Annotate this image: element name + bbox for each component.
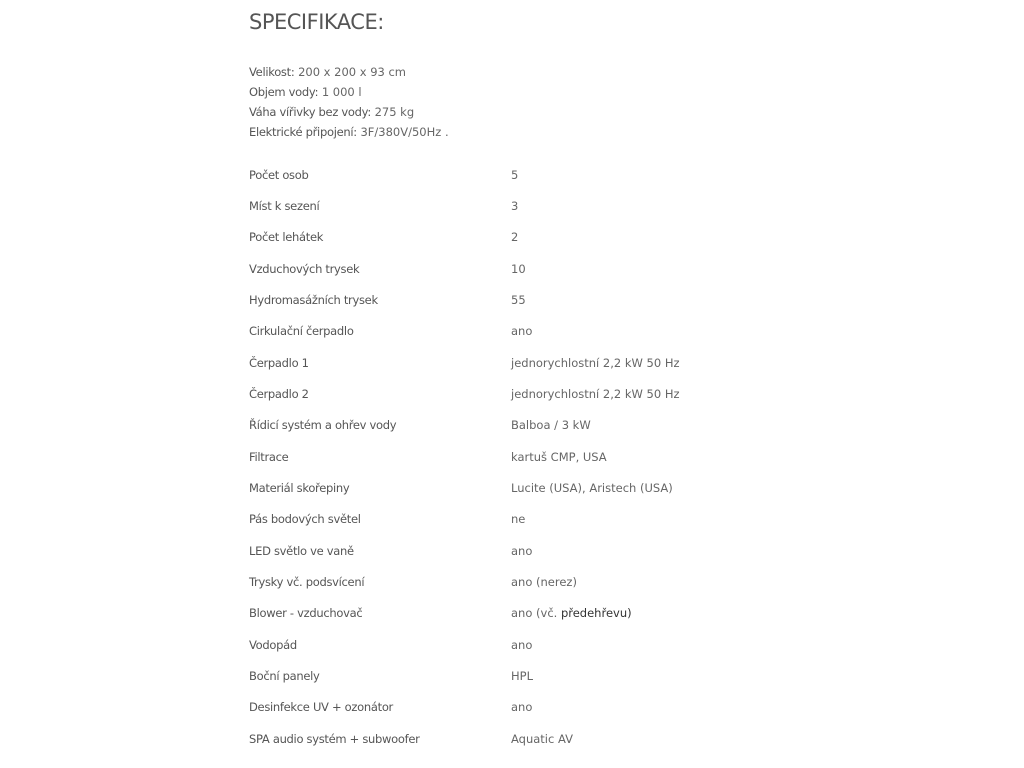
spec-row-jet-lighting [249,566,809,597]
summary-label: Elektrické připojení: [249,125,357,139]
spec-row-waterfall [249,629,809,660]
spec-label: Vodopád [249,637,297,652]
spec-row-pump-2 [249,378,809,409]
spec-row-audio-system [249,723,809,754]
spec-row-seats [249,190,809,221]
page-title: SPECIFIKACE: [249,10,384,34]
spec-value-text: ano (vč. [511,606,561,621]
spec-value: jednorychlostní 2,2 kW 50 Hz [511,355,680,370]
summary-item-size [249,62,449,82]
spec-row-control-system [249,410,809,441]
spec-row-side-panels [249,660,809,691]
spec-row-air-jets [249,253,809,284]
spec-label: Boční panely [249,668,320,683]
spec-label: Blower - vzduchovač [249,606,363,621]
spec-label: SPA audio systém + subwoofer [249,731,420,746]
spec-row-disinfection [249,692,809,723]
spec-label: Materiál skořepiny [249,480,350,495]
spec-value: 10 [511,261,526,276]
spec-value: ano [511,637,533,652]
spec-value: 5 [511,167,519,182]
spec-value: HPL [511,668,533,683]
summary-item-dry-weight [249,102,449,122]
spec-label: Čerpadlo 1 [249,355,309,370]
spec-label: Míst k sezení [249,198,320,213]
summary-label: Objem vody: [249,85,319,99]
summary-value: 3F/380V/50Hz . [360,125,449,139]
spec-label: Cirkulační čerpadlo [249,324,354,339]
summary-item-electrical [249,122,449,142]
spec-value-preheat: předehřevu) [560,606,632,621]
spec-label: Počet osob [249,167,309,182]
spec-label: Filtrace [249,449,289,464]
spec-row-pump-1 [249,347,809,378]
summary-value: 200 x 200 x 93 cm [298,65,407,79]
spec-table [249,159,809,754]
summary-label: Velikost: [249,65,295,79]
summary-item-water-volume [249,82,449,102]
spec-label: Trysky vč. podsvícení [249,574,365,589]
spec-row-loungers [249,222,809,253]
summary-label: Váha vířivky bez vody: [249,105,371,119]
spec-value: Balboa / 3 kW [511,418,591,433]
spec-label: LED světlo ve vaně [249,543,354,558]
spec-row-filtration [249,441,809,472]
spec-row-led-light [249,535,809,566]
spec-value: jednorychlostní 2,2 kW 50 Hz [511,386,680,401]
spec-value: ano [511,324,533,339]
spec-row-hydro-jets [249,284,809,315]
spec-label: Počet lehátek [249,230,324,245]
spec-row-spot-lights [249,504,809,535]
spec-row-persons [249,159,809,190]
spec-label: Desinfekce UV + ozonátor [249,700,393,715]
spec-row-blower [249,598,809,629]
spec-value: ano [511,543,533,558]
spec-value: ano (nerez) [511,574,577,589]
spec-value: Lucite (USA), Aristech (USA) [511,480,673,495]
spec-label: Pás bodových světel [249,512,361,527]
summary-value: 1 000 l [321,85,362,99]
spec-value: ne [511,512,526,527]
spec-label: Hydromasážních trysek [249,292,378,307]
spec-label: Řídicí systém a ohřev vody [249,418,397,433]
spec-value: ano [511,700,533,715]
spec-label: Čerpadlo 2 [249,386,309,401]
spec-value: 55 [511,292,526,307]
spec-value: Aquatic AV [511,731,573,746]
spec-row-shell-material [249,472,809,503]
spec-value: 3 [511,198,519,213]
spec-value: 2 [511,230,519,245]
spec-value [511,606,632,620]
spec-value: kartuš CMP, USA [511,449,607,464]
spec-label: Vzduchových trysek [249,261,360,276]
summary-list [249,62,449,142]
spec-row-circulation-pump [249,316,809,347]
summary-value: 275 kg [374,105,415,119]
